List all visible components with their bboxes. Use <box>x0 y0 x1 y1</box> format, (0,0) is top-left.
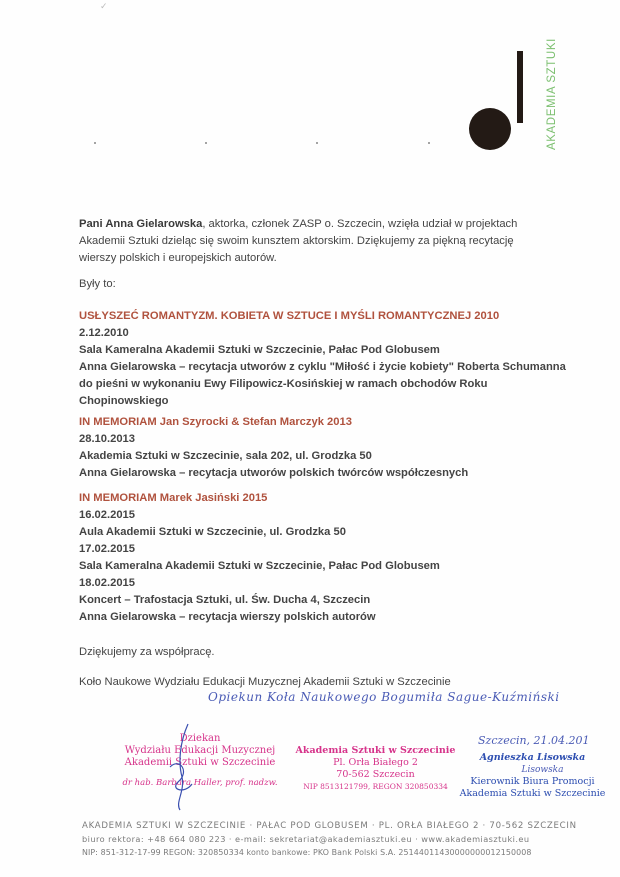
event-line: 18.02.2015 <box>79 577 135 589</box>
event-line: 2.12.2010 <box>79 327 129 339</box>
fold-mark <box>428 142 430 144</box>
logo-bar-icon <box>517 51 523 123</box>
event-section <box>79 414 579 482</box>
academy-stamp <box>293 745 458 793</box>
logo-text: AKADEMIA SZTUKI <box>546 38 558 150</box>
event-line: Anna Gielarowska – recytacja wierszy polskich autorów <box>79 611 376 623</box>
signature-org: Koło Naukowe Wydziału Edukacji Muzycznej Akademii Sztuki w Szczecinie <box>79 676 451 688</box>
footer-contact: biuro rektora: +48 664 080 223 · e-mail: sekretariat@akademiasztuki.eu · www.akademiasztuki.eu <box>82 834 530 844</box>
event-line: 28.10.2013 <box>79 433 135 445</box>
fold-mark <box>205 142 207 144</box>
event-line: Koncert – Trafostacja Sztuki, ul. Św. Ducha 4, Szczecin <box>79 594 371 606</box>
event-title: USŁYSZEĆ ROMANTYZM. KOBIETA W SZTUCE I MYŚLI ROMANTYCZNEJ 2010 <box>79 310 500 322</box>
promotion-name: Agnieszka Lisowska <box>479 752 586 763</box>
event-line: do pieśni w wykonaniu Ewy Filipowicz-Kosińskiej w ramach obchodów Roku <box>79 378 488 390</box>
event-line: Sala Kameralna Akademii Sztuki w Szczecinie, Pałac Pod Globusem <box>79 344 440 356</box>
fold-mark <box>94 142 96 144</box>
footer-address: AKADEMIA SZTUKI W SZCZECINIE · PAŁAC POD GLOBUSEM · PL. ORŁA BIAŁEGO 2 · 70-562 SZCZECIN <box>82 821 577 831</box>
event-line: 16.02.2015 <box>79 509 135 521</box>
academy-stamp-line: NIP 8513121799, REGON 320850334 <box>303 782 448 791</box>
footer-bank: NIP: 851-312-17-99 REGON: 320850334 konto bankowe: PKO Bank Polski S.A. 25144011430000000012150008 <box>82 848 532 857</box>
promotion-signature: Lisowska <box>521 765 564 775</box>
event-title: IN MEMORIAM Jan Szyrocki & Stefan Marczyk 2013 <box>79 416 352 428</box>
event-line: Chopinowskiego <box>79 395 169 407</box>
academy-stamp-line: Pl. Orła Białego 2 <box>333 757 418 768</box>
dean-stamp <box>110 733 290 789</box>
dean-signature-icon <box>160 722 200 812</box>
handwritten-date: Szczecin, 21.04.201 <box>478 734 590 747</box>
academy-stamp-line: 70-562 Szczecin <box>336 769 415 780</box>
intro-line: wierszy polskich i europejskich autorów. <box>79 252 277 264</box>
intro-line: Akademii Sztuki dzieląc się swoim kunsztem aktorskim. Dziękujemy za piękną recytację <box>79 235 514 247</box>
dean-name: dr hab. Barbara Haller, prof. nadzw. <box>122 778 278 788</box>
event-line: Aula Akademii Sztuki w Szczecinie, ul. Grodzka 50 <box>79 526 346 538</box>
promotion-org: Akademia Sztuki w Szczecinie <box>459 788 606 799</box>
closing-text: Dziękujemy za współpracę. <box>79 646 215 658</box>
event-line: 17.02.2015 <box>79 543 135 555</box>
event-title: IN MEMORIAM Marek Jasiński 2015 <box>79 492 268 504</box>
event-line: Anna Gielarowska – recytacja utworów polskich twórców współczesnych <box>79 467 469 479</box>
event-line: Sala Kameralna Akademii Sztuki w Szczecinie, Pałac Pod Globusem <box>79 560 440 572</box>
scan-mark: ✓ <box>100 2 108 12</box>
dean-line: Akademii Sztuki w Szczecinie <box>124 757 276 768</box>
dean-line: Wydziału Edukacji Muzycznej <box>124 745 276 756</box>
intro-line: , aktorka, członek ZASP o. Szczecin, wzięła udział w projektach <box>202 218 518 230</box>
event-line: Akademia Sztuki w Szczecinie, sala 202, ul. Grodzka 50 <box>79 450 372 462</box>
event-section <box>79 490 579 626</box>
recipient-name: Pani Anna Gielarowska <box>79 218 203 230</box>
promotion-title: Kierownik Biura Promocji <box>470 776 595 787</box>
event-section <box>79 308 579 410</box>
event-line: Anna Gielarowska – recytacja utworów z cyklu "Miłość i życie kobiety" Roberta Schumanna <box>79 361 566 373</box>
dean-title: Dziekan <box>179 733 221 744</box>
promotion-stamp <box>440 752 620 800</box>
academy-stamp-line: Akademia Sztuki w Szczecinie <box>295 745 456 756</box>
intro-paragraph <box>79 216 579 267</box>
handwritten-supervisor: Opiekun Koła Naukowego Bogumiła Sague-Kuźmiński <box>208 690 560 704</box>
footer <box>82 820 620 859</box>
logo-dot-icon <box>469 108 511 150</box>
fold-mark <box>316 142 318 144</box>
list-intro: Były to: <box>79 278 116 290</box>
